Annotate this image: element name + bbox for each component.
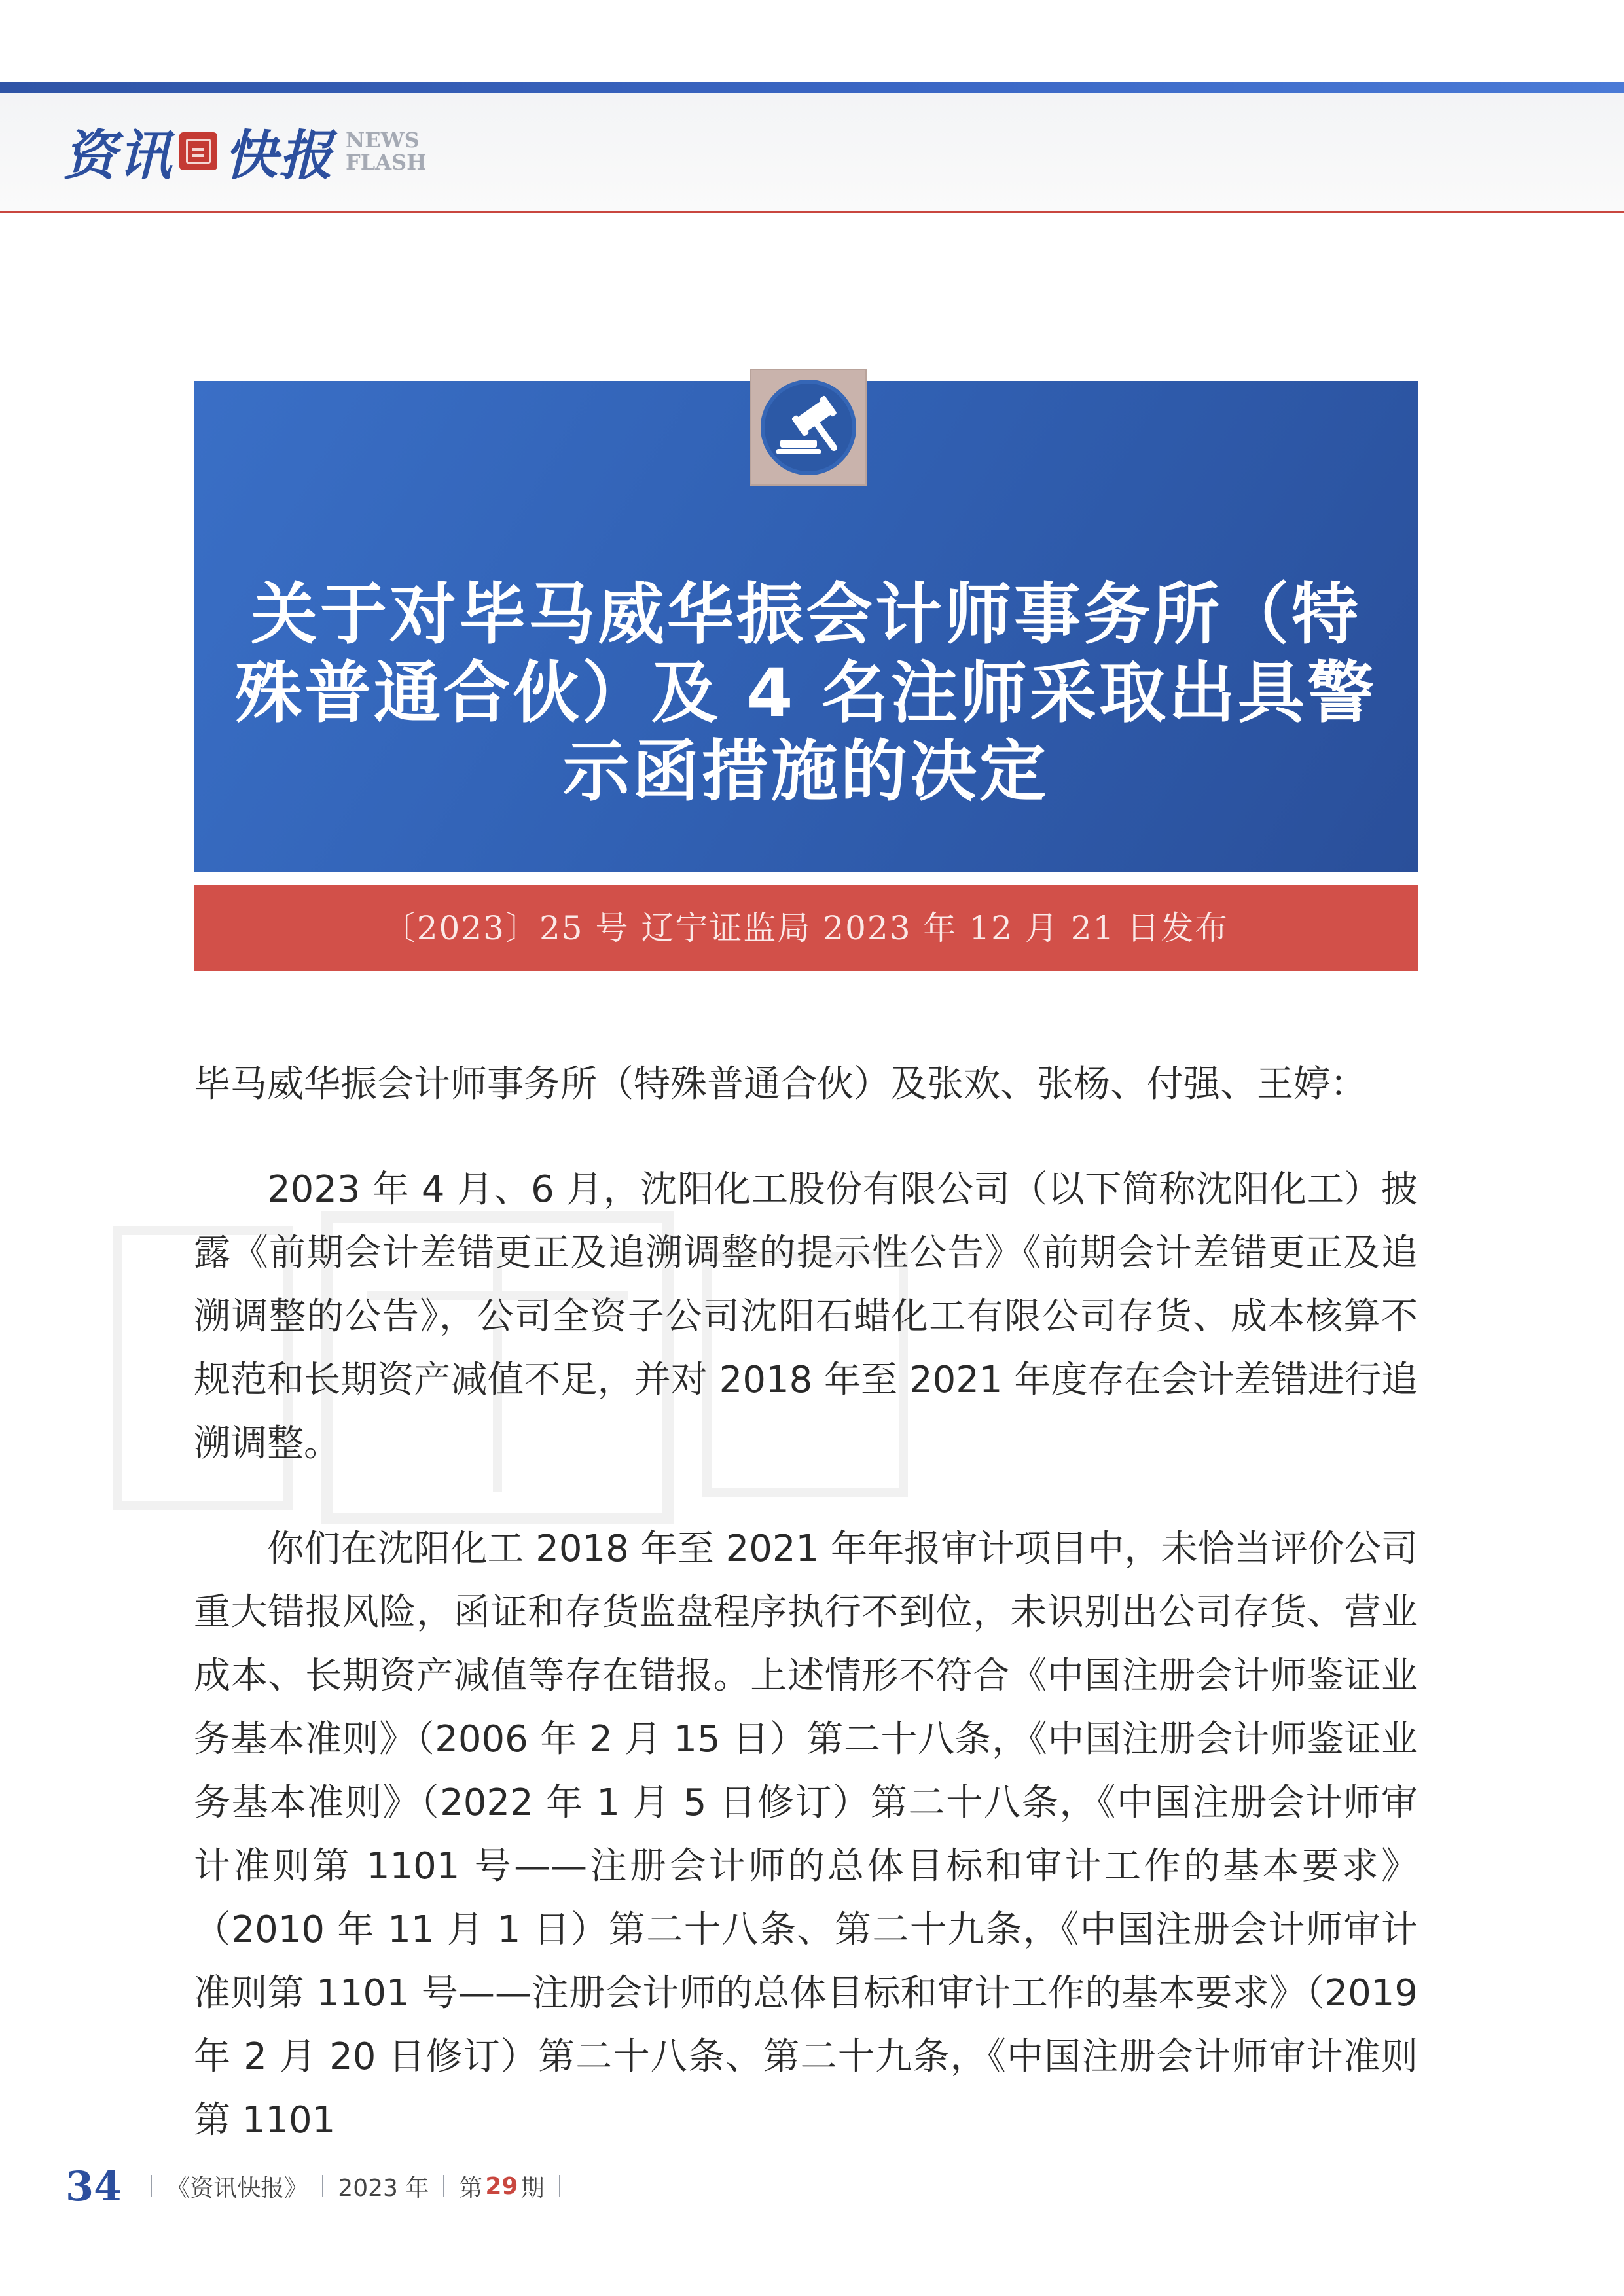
footer-issue-number: 29: [485, 2172, 518, 2200]
footer-issue-suffix: 期: [520, 2174, 545, 2202]
footer-separator: [322, 2175, 323, 2197]
gavel-icon: [761, 380, 856, 475]
footer-issue-prefix: 第: [459, 2174, 483, 2202]
footer-separator: [559, 2175, 560, 2197]
article-body: [194, 1052, 1418, 2194]
flash-label: FLASH: [346, 150, 427, 175]
paragraph-1: 2023 年 4 月、6 月，沈阳化工股份有限公司（以下简称沈阳化工）披露《前期会计差错更正及追溯调整的提示性公告》《前期会计差错更正及追溯调整的公告》，公司全资子公司沈阳石蜡化工有限公司存货、成本核算不规范和长期资产减值不足，并对 2018 年至 2021 年度存在会计差错进行追溯调整。: [194, 1168, 1418, 1465]
seal-icon: [179, 132, 217, 170]
issuer-bar: 〔2023〕25 号 辽宁证监局 2023 年 12 月 21 日发布: [194, 885, 1418, 971]
title-line-1: 关于对毕马威华振会计师事务所（特: [251, 576, 1361, 654]
news-label: NEWS: [346, 128, 420, 152]
logo-text-left: 资讯: [63, 124, 173, 187]
publication-logo: [63, 115, 426, 187]
article-title: [194, 576, 1418, 812]
footer-year: 2023 年: [338, 2174, 429, 2202]
news-flash-label: [346, 129, 426, 173]
header-divider: [0, 211, 1624, 213]
paragraph-2: 你们在沈阳化工 2018 年至 2021 年年报审计项目中，未恰当评价公司重大错报风险，函证和存货监盘程序执行不到位，未识别出公司存货、营业成本、长期资产减值等存在错报。上述情形不符合《中国注册会计师鉴证业务基本准则》（2006 年 2 月 15 日）第二十八条，《中国注册会计师鉴证业务基本准则》（2022 年 1 月 5 日修订）第二十八条，《中国注册会计师审计准则第 1101 号——注册会计师的总体目标和审计工作的基本要求》（2010 年 11 月 1 日）第二十八条、第二十九条，《中国注册会计师审计准则第 1101 号——注册会计师的总体目标和审计工作的基本要求》（2019 年 2 月 20 日修订）第二十八条、第二十九条，《中国注册会计师审计准则第 1101: [194, 1528, 1418, 2142]
footer-separator: [443, 2175, 444, 2197]
title-line-3: 示函措施的决定: [563, 733, 1049, 811]
title-line-2: 殊普通合伙）及 4 名注师采取出具警: [235, 655, 1377, 732]
footer-separator: [151, 2175, 152, 2197]
page-footer: [65, 2160, 575, 2212]
badge: [750, 369, 867, 486]
footer-publication: 《资讯快报》: [166, 2174, 308, 2202]
salutation: 毕马威华振会计师事务所（特殊普通合伙）及张欢、张杨、付强、王婷：: [194, 1063, 1367, 1105]
logo-text-right: 快报: [224, 124, 334, 187]
header-top-band: [0, 82, 1624, 93]
page-number: 34: [65, 2162, 122, 2210]
